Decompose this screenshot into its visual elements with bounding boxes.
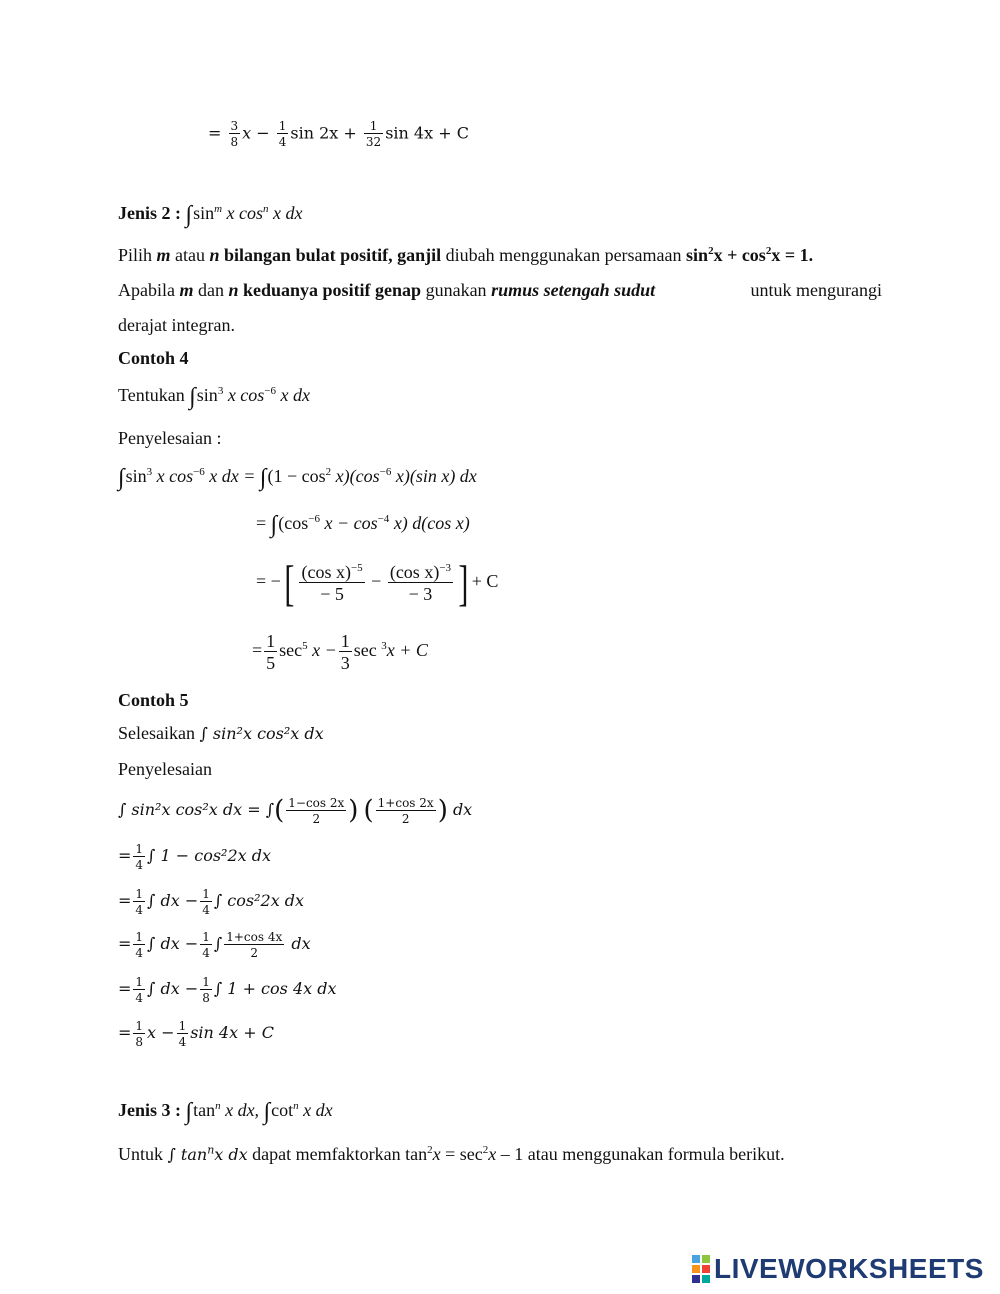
- expr: sin 4x + C: [190, 1023, 274, 1042]
- logo-squares-icon: [692, 1255, 710, 1283]
- logo-square: [702, 1255, 710, 1263]
- fraction: [376, 797, 436, 825]
- fraction: [133, 888, 145, 916]
- integral-sign: ∫: [189, 384, 196, 410]
- expr: x dx: [298, 1100, 333, 1120]
- expr: ∫ sin²x cos²x dx: [199, 724, 324, 743]
- liveworksheets-logo: [692, 1253, 984, 1285]
- expr: x cos: [223, 385, 265, 405]
- numerator: 1: [202, 929, 210, 944]
- denominator: 8: [202, 990, 210, 1005]
- expr: tan: [193, 1100, 216, 1120]
- text: dapat memfaktorkan tan: [247, 1144, 428, 1164]
- denominator: − 5: [320, 583, 344, 604]
- integral-sign: ∫: [185, 202, 193, 228]
- superscript: 3: [146, 466, 153, 478]
- expr: x)(cos: [331, 466, 380, 486]
- expr: x cos: [152, 466, 194, 486]
- jenis-3-heading: [118, 1099, 333, 1123]
- equals-sign: =: [118, 846, 132, 865]
- var-n: n: [209, 245, 220, 265]
- contoh-5-title: Contoh 5: [118, 690, 189, 710]
- var-m: m: [156, 245, 171, 265]
- fraction: [133, 1020, 145, 1048]
- fraction: [286, 797, 346, 825]
- inline-math: [168, 1145, 248, 1164]
- contoh-5-step-3: [118, 886, 304, 916]
- superscript: n: [215, 1100, 221, 1112]
- expr: + C: [471, 571, 499, 591]
- denominator: 8: [230, 135, 239, 149]
- denominator: 4: [202, 945, 210, 960]
- numerator: 1: [135, 886, 144, 901]
- right-bracket: ]: [458, 554, 469, 611]
- denominator: 4: [202, 902, 210, 917]
- expr: ∫ dx −: [147, 891, 199, 910]
- text: diubah menggunakan persamaan: [441, 245, 687, 265]
- expr: sin: [193, 203, 215, 223]
- expr: ∫ tan: [167, 1145, 208, 1164]
- fraction: [133, 931, 145, 959]
- text: Untuk: [118, 1144, 168, 1164]
- expr: x − cos: [319, 513, 378, 533]
- denominator: − 3: [408, 583, 433, 604]
- contoh-4-question: [118, 384, 310, 408]
- denominator: 4: [135, 990, 144, 1005]
- contoh-4-step-1: [118, 465, 477, 489]
- denominator: 2: [250, 945, 259, 960]
- denominator: 4: [178, 1034, 187, 1049]
- expr: x −: [147, 1023, 175, 1042]
- top-result-line: [208, 120, 469, 148]
- expr: ∫ dx −: [147, 979, 199, 998]
- para2-left: [118, 279, 655, 301]
- logo-square: [702, 1265, 710, 1273]
- fraction: [177, 1020, 189, 1048]
- denominator: 3: [340, 652, 350, 673]
- expr: ∫ cos²2x dx: [213, 891, 305, 910]
- integral-sign: ∫: [259, 465, 267, 491]
- integral-sign: ∫: [263, 1099, 271, 1125]
- superscript: −3: [439, 561, 452, 574]
- expr: ∫ sin²x cos²x dx = ∫: [118, 800, 275, 819]
- superscript: 2: [708, 245, 714, 257]
- fraction: [133, 976, 145, 1004]
- expr: sec: [279, 640, 303, 660]
- equals-sign: =: [118, 934, 132, 953]
- fraction-term-2: [388, 563, 453, 603]
- numerator: 1: [135, 929, 144, 944]
- text: gunakan: [421, 280, 492, 300]
- expr: (1 − cos: [267, 466, 326, 486]
- expr: x dx: [214, 1145, 248, 1164]
- text: = sec: [440, 1144, 483, 1164]
- logo-text: LIVEWORKSHEETS: [714, 1253, 984, 1284]
- superscript: 3: [381, 640, 387, 652]
- jenis-3-label: Jenis 3 :: [118, 1100, 181, 1120]
- superscript: −4: [377, 513, 390, 525]
- equals-sign: =: [256, 513, 271, 533]
- logo-square: [692, 1255, 700, 1263]
- equals-sign: =: [118, 1023, 132, 1042]
- superscript: 2: [765, 245, 772, 257]
- superscript: −5: [350, 561, 363, 574]
- expr: x dx: [276, 385, 310, 405]
- expr: x cos: [222, 203, 264, 223]
- superscript: 5: [302, 640, 308, 652]
- logo-square: [692, 1275, 700, 1283]
- right-paren: ): [348, 795, 359, 826]
- integral-sign: ∫: [270, 512, 278, 538]
- text: Selesaikan: [118, 723, 200, 743]
- superscript: n: [263, 203, 269, 215]
- numerator: [388, 563, 453, 583]
- expr: sin: [125, 466, 147, 486]
- term: sin 4x + C: [385, 123, 469, 143]
- emphasis: bilangan bulat positif, ganjil: [219, 245, 442, 265]
- expr: ∫ 1 − cos²2x dx: [147, 846, 271, 865]
- expr: x dx,: [220, 1100, 264, 1120]
- numerator: 1: [364, 120, 383, 134]
- superscript: m: [214, 203, 223, 215]
- left-bracket: [: [284, 554, 295, 611]
- var-x: x: [432, 1144, 441, 1164]
- expr: x) d(cos x): [389, 513, 470, 533]
- numerator: [299, 563, 364, 583]
- contoh-4-step-2: [256, 512, 470, 536]
- numerator: 1−cos 2x: [288, 795, 345, 810]
- superscript: −6: [379, 466, 392, 478]
- expr: ∫ dx −: [147, 934, 199, 953]
- contoh-5-step-2: [118, 841, 271, 871]
- text: – 1 atau menggunakan formula berikut.: [496, 1144, 785, 1164]
- superscript: −6: [264, 385, 277, 397]
- fraction-1-5: [264, 632, 277, 672]
- fraction-term-1: [299, 563, 364, 603]
- superscript: 2: [427, 1144, 433, 1156]
- expr: (cos: [278, 513, 309, 533]
- contoh-5-question: [118, 722, 324, 745]
- numerator: 1: [278, 119, 287, 133]
- superscript: n: [207, 1143, 215, 1157]
- text: untuk mengurangi: [750, 280, 882, 300]
- superscript: −6: [193, 466, 205, 478]
- integral-sign: ∫: [213, 934, 223, 953]
- paragraph-line-2: [118, 279, 882, 301]
- untuk-line: [118, 1143, 785, 1166]
- numerator: 1: [178, 1018, 187, 1033]
- superscript: −6: [308, 513, 320, 525]
- paragraph-line-3: derajat integran.: [118, 315, 235, 335]
- contoh-5-solution-label: Penyelesaian: [118, 759, 212, 779]
- denominator: 8: [135, 1034, 144, 1049]
- logo-square: [692, 1265, 700, 1273]
- eq: sin: [686, 245, 709, 265]
- denominator: 5: [266, 652, 276, 673]
- integral-sign: ∫: [118, 465, 125, 491]
- expr: x −: [307, 640, 337, 660]
- paragraph-line-1: [118, 244, 813, 266]
- contoh-5-step-4: [118, 929, 311, 959]
- var-m: m: [179, 280, 194, 300]
- expr: x dx =: [204, 466, 260, 486]
- expr: sin: [196, 385, 218, 405]
- term: sin 2x +: [290, 123, 357, 143]
- numerator: 3: [230, 119, 239, 133]
- denominator: 4: [135, 902, 144, 917]
- fraction: [133, 843, 145, 871]
- fraction: [200, 931, 212, 959]
- superscript: 2: [482, 1144, 489, 1156]
- numerator: 1: [340, 630, 350, 651]
- numerator: 1: [135, 1018, 144, 1033]
- fraction-1-32: [364, 120, 383, 148]
- var-x: x: [488, 1144, 497, 1164]
- logo-square: [702, 1275, 710, 1283]
- expr: dx: [291, 934, 311, 953]
- var-n: n: [228, 280, 239, 300]
- emphasis: keduanya positif genap: [238, 280, 422, 300]
- expr: dx: [452, 800, 473, 819]
- expr: ∫ 1 + cos 4x dx: [213, 979, 337, 998]
- text: Tentukan: [118, 385, 190, 405]
- right-paren: ): [437, 795, 448, 826]
- eq: x = 1.: [771, 245, 814, 265]
- eq: x + cos: [713, 245, 766, 265]
- equals-sign: = −: [256, 571, 281, 591]
- expr: cot: [271, 1100, 294, 1120]
- fraction-1-4: [277, 120, 289, 148]
- integral-sign: ∫: [185, 1099, 193, 1125]
- jenis-2-heading: [118, 202, 303, 226]
- numerator: 1+cos 4x: [226, 929, 283, 944]
- text: dan: [193, 280, 229, 300]
- expr: (cos x): [301, 561, 351, 582]
- denominator: 2: [401, 811, 410, 826]
- numerator: 1: [266, 630, 276, 651]
- contoh-4-step-3: [256, 554, 499, 611]
- minus-sign: −: [371, 571, 382, 591]
- superscript: 2: [325, 466, 332, 478]
- contoh-5-step-6: [118, 1018, 274, 1048]
- numerator: 1+cos 2x: [377, 795, 434, 810]
- contoh-4-title: Contoh 4: [118, 348, 189, 368]
- expr: x + C: [386, 640, 428, 660]
- emphasis: rumus setengah sudut: [491, 280, 656, 300]
- superscript: 3: [217, 385, 224, 397]
- contoh-4-step-4: [252, 628, 428, 672]
- numerator: 1: [202, 886, 210, 901]
- contoh-5-step-1: [118, 795, 472, 826]
- numerator: 1: [135, 974, 144, 989]
- left-paren: (: [363, 795, 374, 826]
- left-paren: (: [274, 795, 285, 826]
- jenis-2-label: Jenis 2 :: [118, 203, 181, 223]
- contoh-4-solution-label: Penyelesaian :: [118, 428, 222, 448]
- fraction-3-8: [229, 120, 241, 148]
- fraction: [224, 931, 284, 959]
- expr: sec: [353, 640, 382, 660]
- equals-sign: =: [208, 123, 222, 143]
- superscript: n: [293, 1100, 299, 1112]
- text: atau: [170, 245, 210, 265]
- equals-sign: =: [118, 891, 132, 910]
- expr: x)(sin x) dx: [391, 466, 477, 486]
- numerator: 1: [202, 974, 210, 989]
- denominator: 4: [278, 135, 287, 149]
- text: Apabila: [118, 280, 180, 300]
- expr: (cos x): [389, 561, 440, 582]
- denominator: 2: [312, 811, 321, 826]
- equals-sign: =: [118, 979, 132, 998]
- term: x −: [242, 123, 270, 143]
- denominator: 32: [365, 135, 382, 149]
- fraction: [200, 976, 212, 1004]
- fraction-1-3: [339, 632, 352, 672]
- numerator: 1: [135, 841, 144, 856]
- denominator: 4: [135, 945, 144, 960]
- expr: x dx: [268, 203, 303, 223]
- contoh-5-step-5: [118, 974, 337, 1004]
- fraction: [200, 888, 212, 916]
- equals-sign: =: [252, 640, 263, 660]
- text: Pilih: [118, 245, 157, 265]
- denominator: 4: [135, 857, 144, 872]
